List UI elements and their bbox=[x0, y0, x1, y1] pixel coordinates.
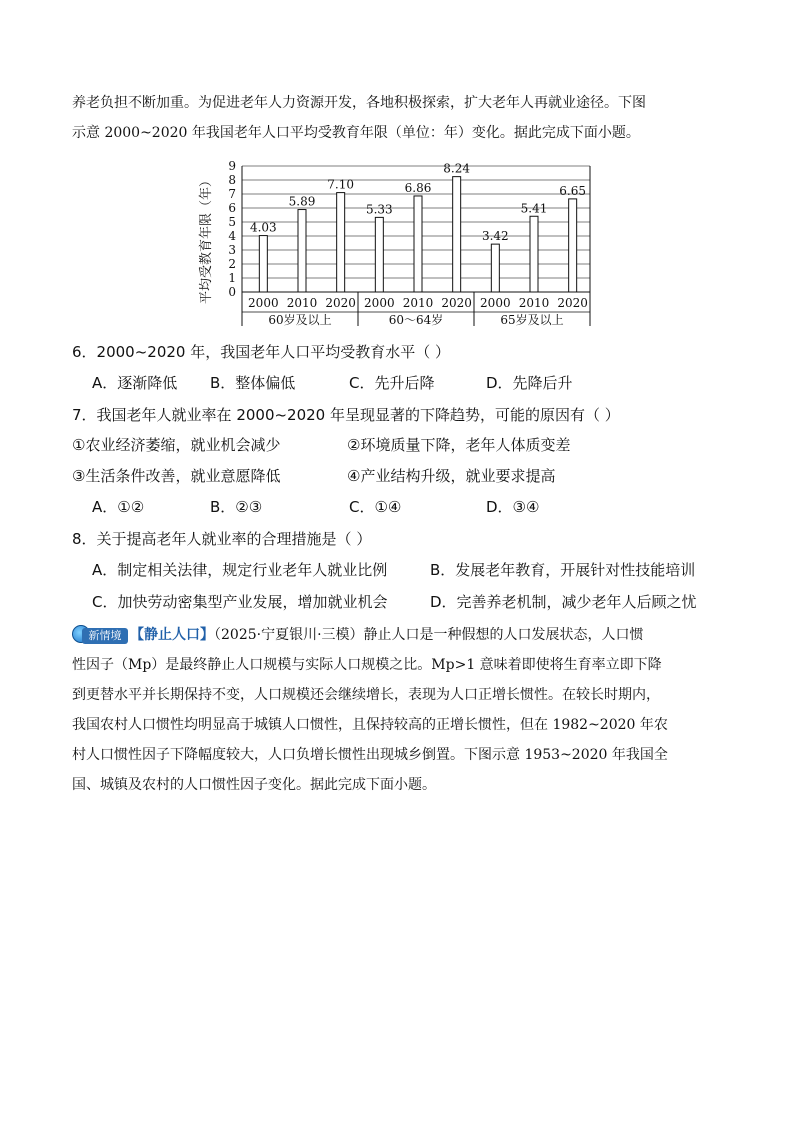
bar-value-label: 8.24 bbox=[443, 161, 471, 176]
q8-option-d[interactable]: D．完善养老机制，减少老年人后顾之忧 bbox=[430, 593, 697, 611]
static-population-paragraph bbox=[72, 620, 722, 800]
q7-option-d[interactable]: D．③④ bbox=[486, 498, 540, 516]
x-tick-label: 2010 bbox=[402, 296, 434, 310]
q7-option-a[interactable]: A．①② bbox=[92, 498, 145, 516]
bar-value-label: 5.41 bbox=[520, 201, 548, 216]
bar bbox=[414, 196, 422, 292]
q7-item-1: ①农业经济萎缩，就业机会减少 bbox=[72, 436, 281, 454]
bar-value-label: 4.03 bbox=[249, 220, 277, 235]
bar bbox=[530, 216, 538, 292]
y-tick-label: 4 bbox=[228, 229, 236, 243]
question-8-stem: 8．关于提高老年人就业率的合理措施是（ ） bbox=[72, 530, 372, 548]
q8-option-b[interactable]: B．发展老年教育，开展针对性技能培训 bbox=[430, 561, 696, 579]
y-axis-label: 平均受教育年限（年） bbox=[199, 173, 214, 305]
q7-item-3: ③生活条件改善，就业意愿降低 bbox=[72, 467, 281, 485]
bar-value-label: 6.65 bbox=[559, 183, 587, 198]
question-7-stem: 7．我国老年人就业率在 2000~2020 年呈现显著的下降趋势，可能的原因有（ ） bbox=[72, 406, 620, 424]
bar bbox=[259, 236, 267, 292]
q6-option-d[interactable]: D．先降后升 bbox=[486, 374, 573, 392]
badge-label: 新情境 bbox=[82, 628, 128, 644]
y-tick-label: 3 bbox=[228, 243, 236, 257]
bar bbox=[375, 217, 383, 292]
new-context-badge bbox=[72, 624, 128, 646]
q7-item-2: ②环境质量下降，老年人体质变差 bbox=[347, 436, 571, 454]
y-tick-label: 9 bbox=[228, 159, 236, 173]
x-tick-label: 2000 bbox=[480, 296, 511, 310]
p2-line: 国、城镇及农村的人口惯性因子变化。据此完成下面小题。 bbox=[72, 777, 436, 793]
p2-line: 我国农村人口惯性均明显高于城镇人口惯性，且保持较高的正增长惯性，但在 1982~2020 年农 bbox=[72, 717, 668, 733]
x-tick-label: 2020 bbox=[325, 296, 356, 310]
group-label: 60岁及以上 bbox=[268, 313, 332, 327]
intro-line: 示意 2000~2020 年我国老年人口平均受教育年限（单位：年）变化。据此完成下面小题。 bbox=[72, 125, 640, 141]
x-tick-label: 2000 bbox=[364, 296, 395, 310]
question-6-stem: 6．2000~2020 年，我国老年人口平均受教育水平（ ） bbox=[72, 343, 450, 361]
bar-value-label: 5.89 bbox=[288, 194, 316, 209]
p2-first-line bbox=[72, 620, 722, 650]
q8-option-c[interactable]: C．加快劳动密集型产业发展，增加就业机会 bbox=[92, 593, 388, 611]
p2-line: 村人口惯性因子下降幅度较大，人口负增长惯性出现城乡倒置。下图示意 1953~2020 年我国全 bbox=[72, 747, 668, 763]
source-note: （2025·宁夏银川·三模） bbox=[214, 627, 364, 643]
x-tick-label: 2010 bbox=[518, 296, 550, 310]
bar bbox=[453, 177, 461, 292]
bar bbox=[337, 193, 345, 292]
q8-option-a[interactable]: A．制定相关法律，规定行业老年人就业比例 bbox=[92, 561, 388, 579]
y-tick-label: 5 bbox=[228, 215, 236, 229]
y-tick-label: 6 bbox=[228, 201, 236, 215]
p2-line-text: 静止人口是一种假想的人口发展状态，人口惯 bbox=[363, 627, 644, 643]
bar bbox=[569, 199, 577, 292]
y-tick-label: 1 bbox=[228, 271, 236, 285]
bar bbox=[298, 210, 306, 292]
x-tick-label: 2000 bbox=[248, 296, 279, 310]
bar-value-label: 7.10 bbox=[327, 177, 355, 192]
x-tick-label: 2010 bbox=[286, 296, 318, 310]
y-tick-label: 0 bbox=[228, 285, 236, 299]
bar-value-label: 6.86 bbox=[404, 180, 432, 195]
q7-item-4: ④产业结构升级，就业要求提高 bbox=[347, 467, 556, 485]
y-tick-label: 8 bbox=[228, 173, 236, 187]
y-tick-label: 7 bbox=[228, 187, 236, 201]
q6-option-a[interactable]: A．逐渐降低 bbox=[92, 374, 178, 392]
group-label: 65岁及以上 bbox=[500, 313, 564, 327]
q7-option-b[interactable]: B．②③ bbox=[210, 498, 263, 516]
x-tick-label: 2020 bbox=[557, 296, 588, 310]
q6-option-b[interactable]: B．整体偏低 bbox=[210, 374, 296, 392]
x-tick-label: 2020 bbox=[441, 296, 472, 310]
p2-line: 性因子（Mp）是最终静止人口规模与实际人口规模之比。Mp>1 意味着即使将生育率立即下降 bbox=[72, 657, 662, 673]
q7-option-c[interactable]: C．①④ bbox=[349, 498, 402, 516]
p2-line: 到更替水平并长期保持不变，人口规模还会继续增长，表现为人口正增长惯性。在较长时期内， bbox=[72, 687, 660, 703]
group-label: 60～64岁 bbox=[388, 313, 444, 327]
q6-option-c[interactable]: C．先升后降 bbox=[349, 374, 435, 392]
intro-paragraph bbox=[72, 88, 722, 148]
topic-title: 【静止人口】 bbox=[130, 627, 214, 643]
y-tick-label: 2 bbox=[228, 257, 236, 271]
bar bbox=[491, 244, 499, 292]
bar-value-label: 3.42 bbox=[481, 229, 509, 244]
intro-line: 养老负担不断加重。为促进老年人力资源开发，各地积极探索，扩大老年人再就业途径。下图 bbox=[72, 95, 646, 111]
education-years-bar-chart bbox=[196, 158, 596, 330]
bar-value-label: 5.33 bbox=[365, 202, 393, 217]
